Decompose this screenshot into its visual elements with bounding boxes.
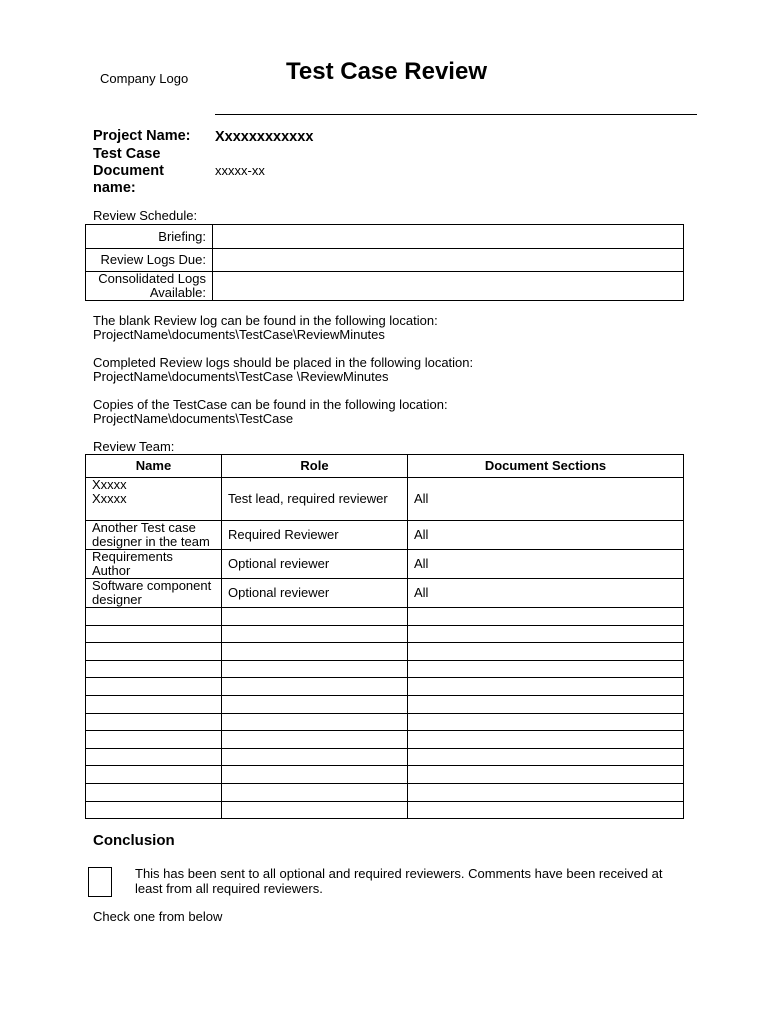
empty-table-row bbox=[86, 731, 684, 749]
schedule-label: Briefing: bbox=[86, 225, 213, 249]
schedule-label-line: Consolidated Logs bbox=[98, 271, 206, 286]
member-sections-cell: All bbox=[408, 521, 684, 550]
column-header-sections: Document Sections bbox=[408, 455, 684, 478]
member-role-cell: Test lead, required reviewer bbox=[222, 478, 408, 521]
member-role-cell[interactable] bbox=[222, 608, 408, 626]
member-name-cell[interactable] bbox=[86, 643, 222, 661]
check-one-instruction: Check one from below bbox=[93, 909, 223, 924]
member-name-cell[interactable] bbox=[86, 625, 222, 643]
member-role-cell[interactable] bbox=[222, 625, 408, 643]
team-header-row bbox=[86, 455, 684, 478]
conclusion-checkbox-text: This has been sent to all optional and required reviewers. Comments have been received at least from all required reviewers. bbox=[135, 866, 663, 896]
member-sections-cell: All bbox=[408, 579, 684, 608]
member-role-cell[interactable] bbox=[222, 748, 408, 766]
member-name-line: designer in the team bbox=[92, 534, 210, 549]
member-sections-cell[interactable] bbox=[408, 660, 684, 678]
member-sections-cell[interactable] bbox=[408, 748, 684, 766]
member-name-cell[interactable] bbox=[86, 731, 222, 749]
review-schedule-table bbox=[85, 224, 684, 301]
schedule-value-cell[interactable] bbox=[213, 249, 684, 272]
document-name-label-line: name: bbox=[93, 180, 136, 196]
table-row bbox=[86, 521, 684, 550]
schedule-label-line: Available: bbox=[149, 285, 206, 300]
table-row bbox=[86, 550, 684, 579]
project-name-value: Xxxxxxxxxxxx bbox=[215, 129, 314, 145]
company-logo-placeholder: Company Logo bbox=[100, 71, 189, 86]
member-role-cell[interactable] bbox=[222, 643, 408, 661]
member-name-cell[interactable] bbox=[86, 783, 222, 801]
member-name-cell[interactable] bbox=[86, 660, 222, 678]
review-schedule-heading: Review Schedule: bbox=[93, 208, 198, 223]
completed-log-location bbox=[93, 356, 473, 384]
document-title: Test Case Review bbox=[286, 58, 487, 85]
member-name-cell bbox=[86, 550, 222, 579]
member-sections-cell: All bbox=[408, 550, 684, 579]
member-role-cell[interactable] bbox=[222, 660, 408, 678]
document-name-label-line: Document bbox=[93, 163, 164, 179]
member-role-cell: Optional reviewer bbox=[222, 550, 408, 579]
project-name-label: Project Name: bbox=[93, 128, 191, 144]
location-path: ProjectName\documents\TestCase bbox=[93, 411, 294, 426]
schedule-row-logs-due bbox=[86, 249, 684, 272]
location-path: ProjectName\documents\TestCase \ReviewMinutes bbox=[93, 369, 389, 384]
schedule-label: Review Logs Due: bbox=[86, 249, 213, 272]
title-divider bbox=[215, 114, 697, 115]
member-name-line: Another Test case bbox=[92, 520, 196, 535]
empty-table-row bbox=[86, 783, 684, 801]
review-team-heading: Review Team: bbox=[93, 439, 175, 454]
member-name-cell[interactable] bbox=[86, 748, 222, 766]
member-role-cell: Required Reviewer bbox=[222, 521, 408, 550]
member-role-cell[interactable] bbox=[222, 695, 408, 713]
member-role-cell[interactable] bbox=[222, 731, 408, 749]
member-role-cell[interactable] bbox=[222, 766, 408, 784]
member-sections-cell[interactable] bbox=[408, 713, 684, 731]
member-sections-cell[interactable] bbox=[408, 678, 684, 696]
empty-table-row bbox=[86, 766, 684, 784]
member-sections-cell[interactable] bbox=[408, 608, 684, 626]
member-role-cell[interactable] bbox=[222, 713, 408, 731]
member-name-line: designer bbox=[92, 592, 142, 607]
empty-table-row bbox=[86, 748, 684, 766]
member-name-cell[interactable] bbox=[86, 801, 222, 819]
review-team-table bbox=[85, 454, 684, 819]
table-row bbox=[86, 579, 684, 608]
empty-table-row bbox=[86, 643, 684, 661]
member-name-line: Software component bbox=[92, 578, 212, 593]
member-name-cell[interactable] bbox=[86, 766, 222, 784]
schedule-row-briefing bbox=[86, 225, 684, 249]
schedule-value-cell[interactable] bbox=[213, 225, 684, 249]
member-sections-cell: All bbox=[408, 478, 684, 521]
member-name-cell bbox=[86, 521, 222, 550]
column-header-role: Role bbox=[222, 455, 408, 478]
schedule-value-cell[interactable] bbox=[213, 272, 684, 301]
blank-log-location bbox=[93, 314, 438, 342]
document-name-label bbox=[93, 146, 164, 197]
member-sections-cell[interactable] bbox=[408, 783, 684, 801]
conclusion-heading: Conclusion bbox=[93, 832, 175, 849]
empty-table-row bbox=[86, 713, 684, 731]
location-text: The blank Review log can be found in the following location: bbox=[93, 313, 438, 328]
member-name-cell[interactable] bbox=[86, 695, 222, 713]
member-sections-cell[interactable] bbox=[408, 801, 684, 819]
member-sections-cell[interactable] bbox=[408, 695, 684, 713]
table-row bbox=[86, 478, 684, 521]
empty-table-row bbox=[86, 625, 684, 643]
member-role-cell[interactable] bbox=[222, 678, 408, 696]
testcase-copies-location bbox=[93, 398, 448, 426]
member-name-cell[interactable] bbox=[86, 678, 222, 696]
empty-table-row bbox=[86, 660, 684, 678]
member-name-cell[interactable] bbox=[86, 713, 222, 731]
member-sections-cell[interactable] bbox=[408, 766, 684, 784]
member-name-line: Author bbox=[92, 563, 131, 578]
member-role-cell[interactable] bbox=[222, 801, 408, 819]
member-name-cell bbox=[86, 478, 222, 521]
document-name-value: xxxxx-xx bbox=[215, 163, 265, 178]
empty-table-row bbox=[86, 801, 684, 819]
schedule-label bbox=[86, 272, 213, 301]
empty-table-row bbox=[86, 608, 684, 626]
member-sections-cell[interactable] bbox=[408, 625, 684, 643]
member-name-line: Requirements bbox=[92, 549, 173, 564]
conclusion-checkbox[interactable] bbox=[88, 867, 112, 897]
member-role-cell: Optional reviewer bbox=[222, 579, 408, 608]
member-name-line: Xxxxx bbox=[92, 477, 127, 492]
member-name-cell bbox=[86, 579, 222, 608]
document-name-label-line: Test Case bbox=[93, 146, 161, 162]
member-name-cell[interactable] bbox=[86, 608, 222, 626]
location-text: Copies of the TestCase can be found in the following location: bbox=[93, 397, 448, 412]
member-sections-cell[interactable] bbox=[408, 643, 684, 661]
member-sections-cell[interactable] bbox=[408, 731, 684, 749]
member-role-cell[interactable] bbox=[222, 783, 408, 801]
empty-table-row bbox=[86, 695, 684, 713]
schedule-row-consolidated-logs bbox=[86, 272, 684, 301]
column-header-name: Name bbox=[86, 455, 222, 478]
location-path: ProjectName\documents\TestCase\ReviewMinutes bbox=[93, 327, 385, 342]
member-name-line: Xxxxx bbox=[92, 491, 127, 506]
location-text: Completed Review logs should be placed in the following location: bbox=[93, 355, 474, 370]
empty-table-row bbox=[86, 678, 684, 696]
